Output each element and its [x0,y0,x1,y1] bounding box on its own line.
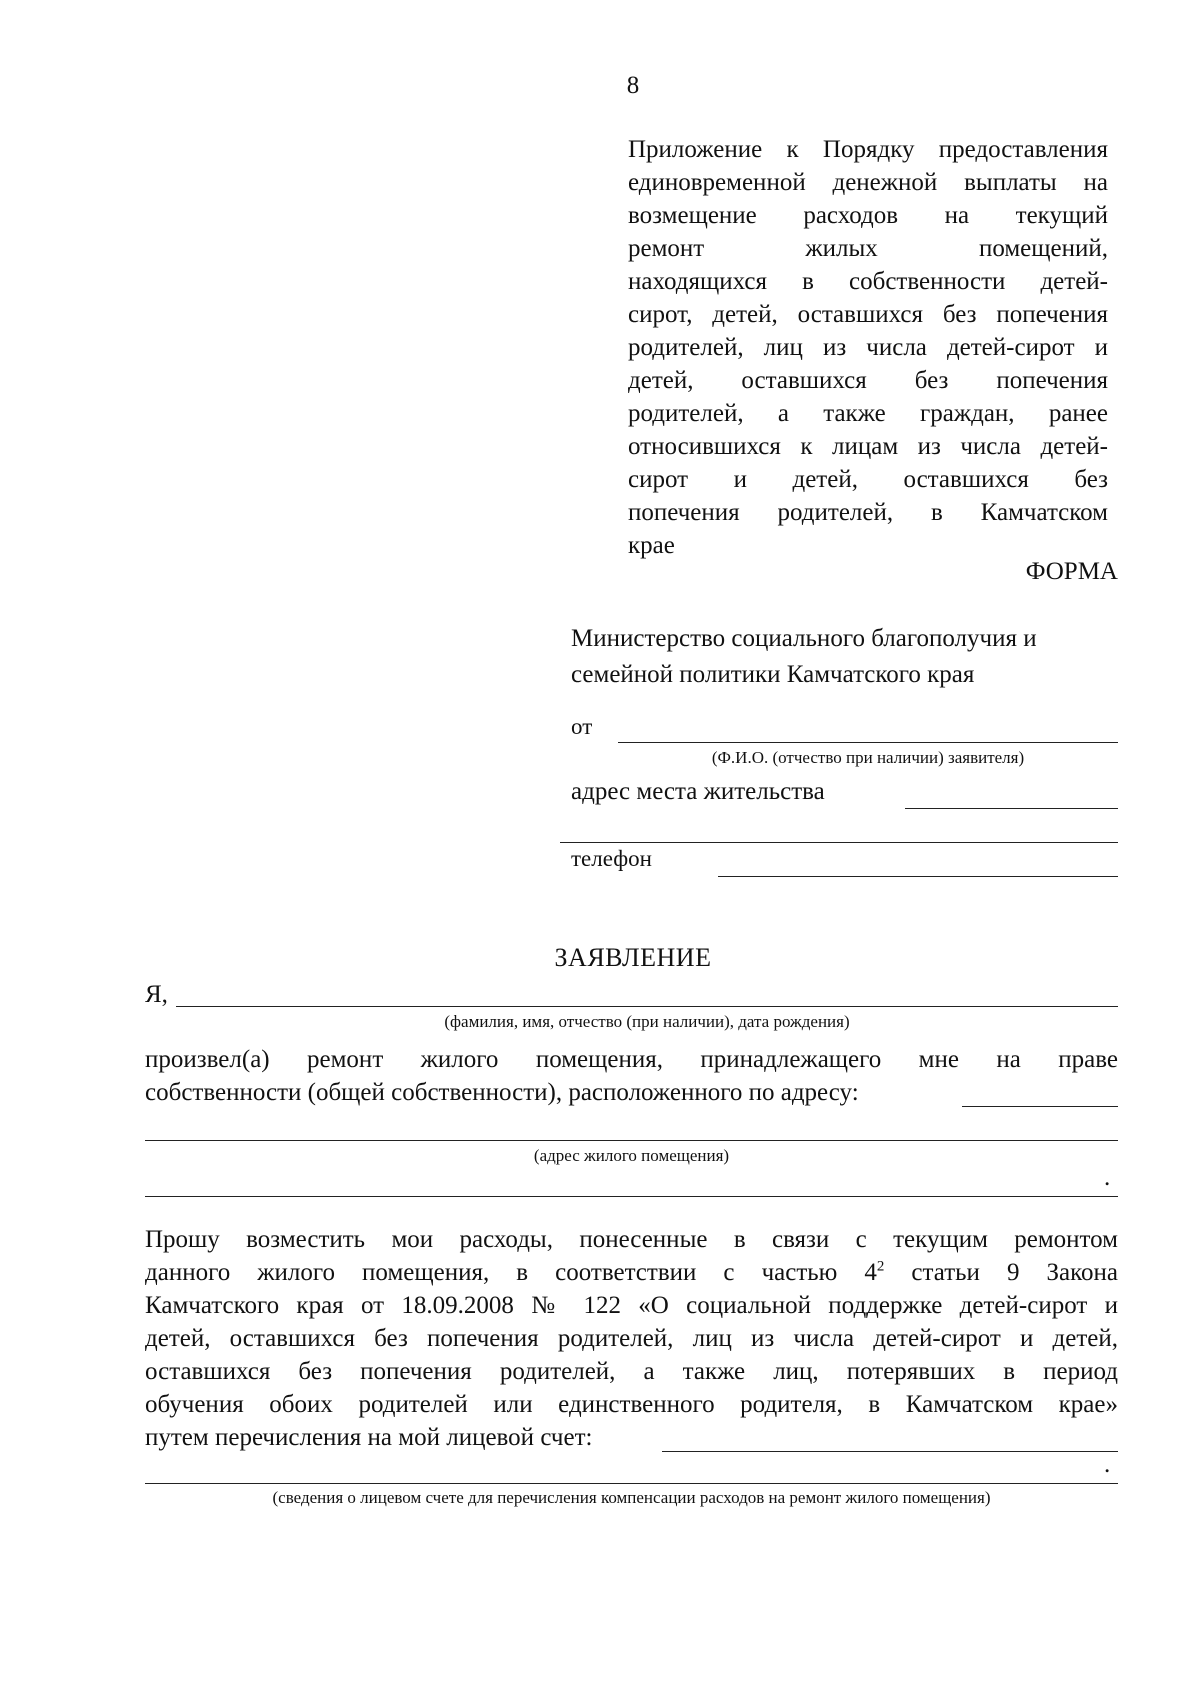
account-line[interactable] [662,1451,1118,1452]
appendix-line: сирот, детей, оставшихся без попечения [628,301,1108,328]
period: . [1104,1451,1111,1478]
residence-address-line-2[interactable] [560,842,1118,843]
document-title: ЗАЯВЛЕНИЕ [554,943,712,972]
property-address-caption: (адрес жилого помещения) [533,1146,730,1165]
appendix-header [628,133,1108,562]
request-paragraph [145,1223,1118,1421]
request-line: обучения обоих родителей или единственного родителя, в Камчатском крае» [145,1391,1118,1418]
appendix-line: возмещение расходов на текущий [628,202,1108,229]
phone-label: телефон [571,846,652,871]
appendix-line: единовременной денежной выплаты на [628,169,1108,196]
ministry-line: Министерство социального благополучия и [571,625,1037,652]
applicant-details-line[interactable] [176,1006,1118,1007]
repair-line: собственности (общей собственности), расположенного по адресу: [145,1079,859,1106]
request-line: детей, оставшихся без попечения родителей, лиц из числа детей-сирот и детей, [145,1325,1118,1352]
property-address-line-3[interactable] [145,1196,1118,1197]
appendix-line: Приложение к Порядку предоставления [628,136,1108,163]
residence-address-line[interactable] [905,808,1118,809]
property-address-line[interactable] [962,1106,1118,1107]
appendix-line: ремонт жилых помещений, [628,235,1108,262]
appendix-line: детей, оставшихся без попечения [628,367,1108,394]
appendix-line: попечения родителей, в Камчатском [628,499,1108,526]
account-line-2[interactable] [145,1483,1118,1484]
appendix-line: родителей, а также граждан, ранее [628,400,1108,427]
repair-paragraph [145,1043,1118,1076]
request-line: Камчатского края от 18.09.2008 № 122 «О социальной поддержке детей-сирот и [145,1292,1118,1319]
page-number: 8 [626,72,640,99]
appendix-line: находящихся в собственности детей- [628,268,1108,295]
applicant-name-line[interactable] [618,742,1118,743]
account-caption: (сведения о лицевом счете для перечисления компенсации расходов на ремонт жилого помещения) [272,1488,991,1507]
request-line: оставшихся без попечения родителей, а также лиц, потерявших в период [145,1358,1118,1385]
applicant-details-caption: (фамилия, имя, отчество (при наличии), дата рождения) [444,1012,850,1031]
address-label: адрес места жительства [571,778,825,805]
ministry-recipient [571,621,1037,693]
repair-line: произвел(а) ремонт жилого помещения, принадлежащего мне на праве [145,1046,1118,1073]
applicant-name-caption: (Ф.И.О. (отчество при наличии) заявителя) [711,748,1025,767]
phone-line[interactable] [718,876,1118,877]
property-address-line-2[interactable] [145,1140,1118,1141]
appendix-line: крае [628,532,675,559]
appendix-line: родителей, лиц из числа детей-сирот и [628,334,1108,361]
i-label: Я, [145,981,168,1008]
from-label: от [571,714,593,739]
period: . [1104,1164,1111,1191]
appendix-line: сирот и детей, оставшихся без [628,466,1108,493]
request-line: данного жилого помещения, в соответствии с частью $4^2$ статьи 9 Закона [145,1258,1118,1286]
ministry-line: семейной политики Камчатского края [571,661,975,688]
request-line: Прошу возместить мои расходы, понесенные в связи с текущим ремонтом [145,1226,1118,1253]
form-label: ФОРМА [1025,558,1118,585]
account-label: путем перечисления на мой лицевой счет: [145,1424,593,1451]
appendix-line: относившихся к лицам из числа детей- [628,433,1108,460]
